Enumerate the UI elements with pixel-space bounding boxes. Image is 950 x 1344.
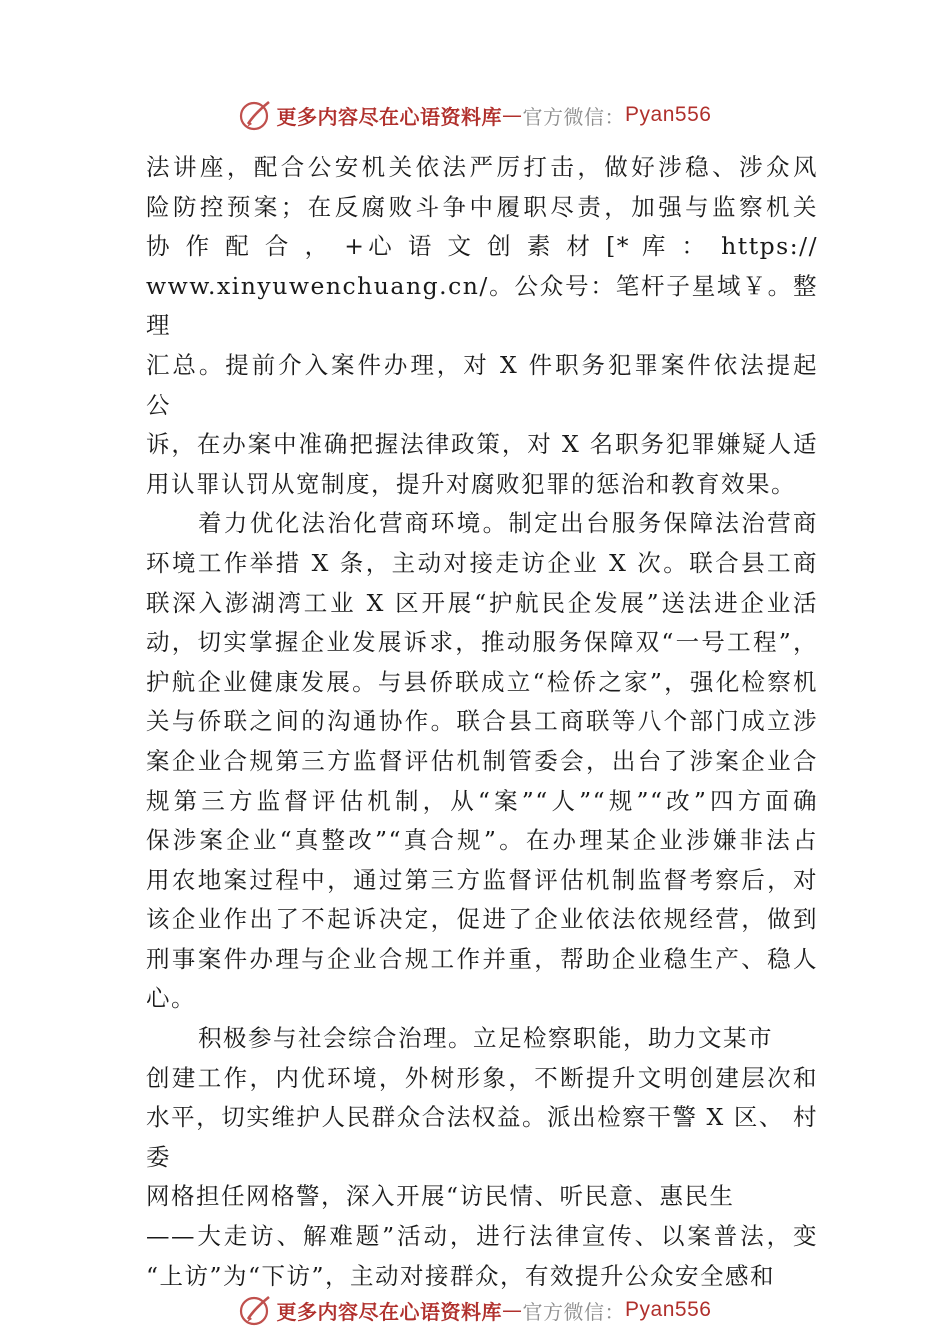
text-line: 动，切实掌握企业发展诉求，推动服务保障双“一号工程”， xyxy=(146,628,818,657)
text-line: 协 作 配 合 ， +心 语 文 创 素 材 [* 库 ： https:// xyxy=(146,232,818,261)
text-line: “上访”为“下访”，主动对接群众，有效提升公众安全感和 xyxy=(146,1261,776,1290)
text-line: 刑事案件办理与企业合规工作并重，帮助企业稳生产、稳人 xyxy=(146,944,818,973)
text-line: 案企业合规第三方监督评估机制管委会，出台了涉案企业合 xyxy=(146,746,818,775)
text-line: 水平，切实维护人民群众合法权益。派出检察干警 X 区、 村委 xyxy=(146,1103,818,1171)
text-line: 网格担任网格警，深入开展“访民情、听民意、惠民生 xyxy=(146,1182,735,1211)
paragraph-heading-line: 积极参与社会综合治理。立足检察职能，助力文某市 xyxy=(198,1024,773,1053)
text-line: ——大走访、解难题”活动，进行法律宣传、以案普法，变 xyxy=(146,1222,818,1251)
text-line: 护航企业健康发展。与县侨联成立“检侨之家”，强化检察机 xyxy=(146,667,818,696)
text-line: 用农地案过程中，通过第三方监督评估机制监督考察后，对 xyxy=(146,865,818,894)
banner-dash: — xyxy=(502,103,523,127)
text-line: 创建工作，内优环境，外树形象，不断提升文明创建层次和 xyxy=(146,1063,818,1092)
text-line: 该企业作出了不起诉决定，促进了企业依法依规经营，做到 xyxy=(146,905,818,934)
pen-logo-icon xyxy=(239,1293,273,1327)
banner-label: 官方微信： xyxy=(522,1299,626,1324)
text-line: 保涉案企业“真整改”“真合规”。在办理某企业涉嫌非法占 xyxy=(146,826,818,855)
text-line: 规第三方监督评估机制，从“案”“人”“规”“改”四方面确 xyxy=(146,786,818,815)
document-body xyxy=(146,148,818,1296)
text-line: 公 xyxy=(146,390,171,419)
header-watermark-banner xyxy=(0,95,950,135)
paragraph-heading-line: 着力优化法治化营商环境。制定出台服务保障法治营商 xyxy=(198,509,818,538)
text-line: 诉，在办案中准确把握法律政策，对 X 名职务犯罪嫌疑人适 xyxy=(146,430,818,459)
text-line: 环境工作举措 X 条，主动对接走访企业 X 次。联合县工商 xyxy=(146,548,818,577)
text-line: 联深入澎湖湾工业 X 区开展“护航民企发展”送法进企业活 xyxy=(146,588,818,617)
text-line: www.xinyuwenchuang.cn/。公众号：笔杆子星域￥。整理 xyxy=(146,271,818,340)
text-line: 心。 xyxy=(146,984,196,1013)
banner-wechat-handle: Pyan556 xyxy=(625,1298,712,1321)
banner-wechat-handle: Pyan556 xyxy=(625,103,712,126)
banner-dash: — xyxy=(502,1298,523,1322)
footer-watermark-banner xyxy=(0,1290,950,1330)
text-line: 关与侨联之间的沟通协作。联合县工商联等八个部门成立涉 xyxy=(146,707,818,736)
pen-logo-icon xyxy=(239,98,273,132)
banner-label: 官方微信： xyxy=(522,104,626,129)
text-line: 用认罪认罚从宽制度，提升对腐败犯罪的惩治和教育效果。 xyxy=(146,469,796,498)
banner-brand-text: 更多内容尽在心语资料库 xyxy=(276,104,503,129)
banner-brand-text: 更多内容尽在心语资料库 xyxy=(276,1299,503,1324)
text-line: 法讲座，配合公安机关依法严厉打击，做好涉稳、涉众风 xyxy=(146,153,818,181)
text-line: 险防控预案；在反腐败斗争中履职尽责，加强与监察机关 xyxy=(146,192,818,221)
text-line: 汇总。提前介入案件办理，对 X 件职务犯罪案件依法提起 xyxy=(146,350,818,379)
